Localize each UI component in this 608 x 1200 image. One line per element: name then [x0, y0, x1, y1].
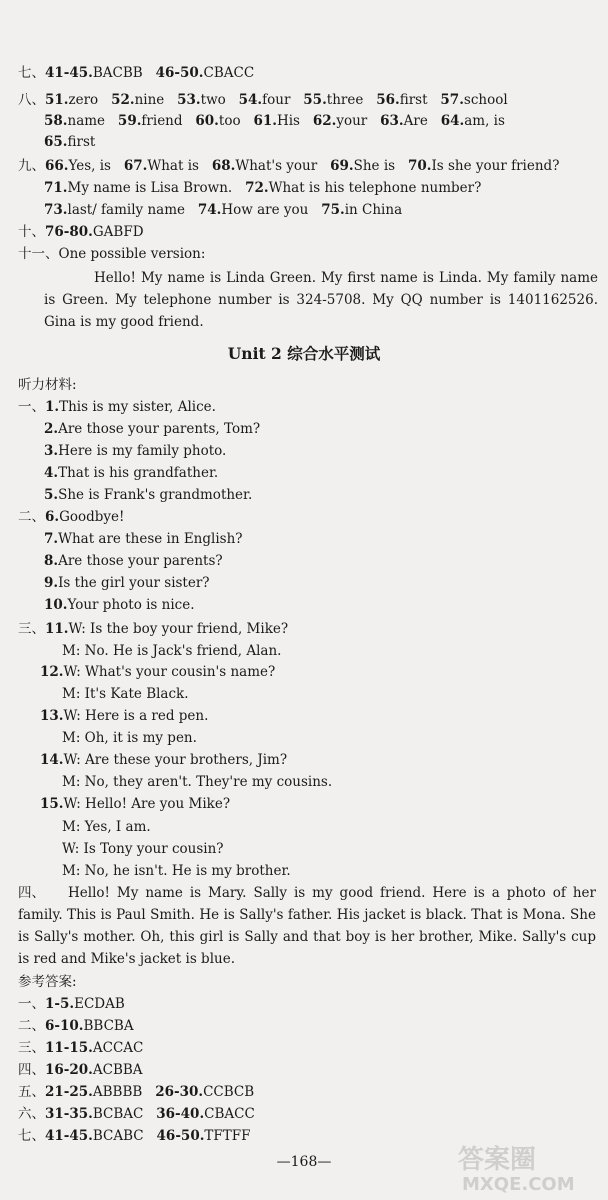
answer-line-9a: 九、66.Yes, is 67.What is 68.What's your 69.She is 70.Is she your friend? [18, 158, 560, 174]
part2-item-6: 二、6.Goodbye! [18, 509, 125, 525]
part3-dialogue-11-w: 三、11.W: Is the boy your friend, Mike? [18, 621, 289, 637]
svg-text:答案圈: 答案圈 [458, 1145, 537, 1175]
answer-row-2: 二、6-10.BBCBA [18, 1018, 134, 1034]
part3-dialogue-14-w: 14.W: Are these your brothers, Jim? [40, 752, 288, 768]
sample-essay: Hello! My name is Linda Green. My first name is Linda. My family name is Green. My telephone number is 324-5708. My QQ number is 1401162526. Gina is my good friend. [44, 270, 598, 330]
answer-row-7: 七、41-45.BCABC 46-50.TFTFF [18, 1128, 251, 1144]
part3-dialogue-15-w1: 15.W: Hello! Are you Mike? [40, 796, 231, 812]
part3-dialogue-12-w: 12.W: What's your cousin's name? [40, 664, 276, 680]
unit-title: Unit 2 综合水平测试 [227, 344, 381, 363]
part3-dialogue-15-w2: W: Is Tony your cousin? [62, 841, 224, 857]
part1-item-3: 3.Here is my family photo. [44, 443, 227, 459]
answer-line-9c: 73.last/ family name 74.How are you 75.in China [44, 202, 403, 218]
part2-item-8: 8.Are those your parents? [44, 553, 223, 569]
part3-dialogue-15-m2: M: No, he isn't. He is my brother. [62, 863, 291, 879]
answer-line-10: 十、76-80.GABFD [18, 224, 144, 240]
part3-dialogue-12-m: M: It's Kate Black. [62, 686, 189, 702]
part2-item-10: 10.Your photo is nice. [44, 597, 195, 613]
part1-item-5: 5.She is Frank's grandmother. [44, 487, 253, 503]
svg-text:MXQE.COM: MXQE.COM [462, 1174, 575, 1195]
answer-row-5: 五、21-25.ABBBB 26-30.CCBCB [18, 1084, 255, 1100]
part3-dialogue-15-m1: M: Yes, I am. [62, 819, 151, 835]
page-number: —168— [276, 1154, 332, 1170]
answer-row-4: 四、16-20.ACBBA [18, 1062, 143, 1078]
part1-item-2: 2.Are those your parents, Tom? [44, 421, 261, 437]
answer-line-9b: 71.My name is Lisa Brown. 72.What is his telephone number? [44, 180, 482, 196]
answer-line-8a: 八、51.zero 52.nine 53.two 54.four 55.three 56.first 57.school [18, 92, 508, 108]
answer-line-7: 七、41-45.BACBB 46-50.CBACC [18, 65, 255, 81]
part3-dialogue-14-m: M: No, they aren't. They're my cousins. [62, 774, 333, 790]
part4-prefix: 四、 [18, 885, 45, 901]
answer-row-6: 六、31-35.BCBAC 36-40.CBACC [18, 1106, 255, 1122]
part1-item-4: 4.That is his grandfather. [44, 465, 219, 481]
part3-dialogue-13-w: 13.W: Here is a red pen. [40, 708, 209, 724]
part3-dialogue-13-m: M: Oh, it is my pen. [62, 730, 197, 746]
answer-line-8c: 65.first [44, 134, 96, 150]
part1-item-1: 一、1.This is my sister, Alice. [18, 399, 216, 415]
part2-item-7: 7.What are these in English? [44, 531, 243, 547]
listening-label: 听力材料: [18, 377, 77, 393]
answer-row-1: 一、1-5.ECDAB [18, 996, 125, 1012]
answers-label: 参考答案: [18, 974, 77, 990]
part4-passage: Hello! My name is Mary. Sally is my good friend. Here is a photo of her family. This is Paul Smith. He is Sally's father. His jacket is black. That is Mona. She is Sally's mother. Oh, this girl is Sally and that boy is her brother, Mike. Sally's cup is red and Mike's jacket is blue. [18, 885, 596, 967]
answer-line-11: 十一、One possible version: [18, 246, 206, 262]
answer-line-8b: 58.name 59.friend 60.too 61.His 62.your 63.Are 64.am, is [44, 113, 505, 129]
part2-item-9: 9.Is the girl your sister? [44, 575, 210, 591]
answer-row-3: 三、11-15.ACCAC [18, 1040, 144, 1056]
part3-dialogue-11-m: M: No. He is Jack's friend, Alan. [62, 643, 282, 659]
watermark-logo [452, 1138, 602, 1196]
